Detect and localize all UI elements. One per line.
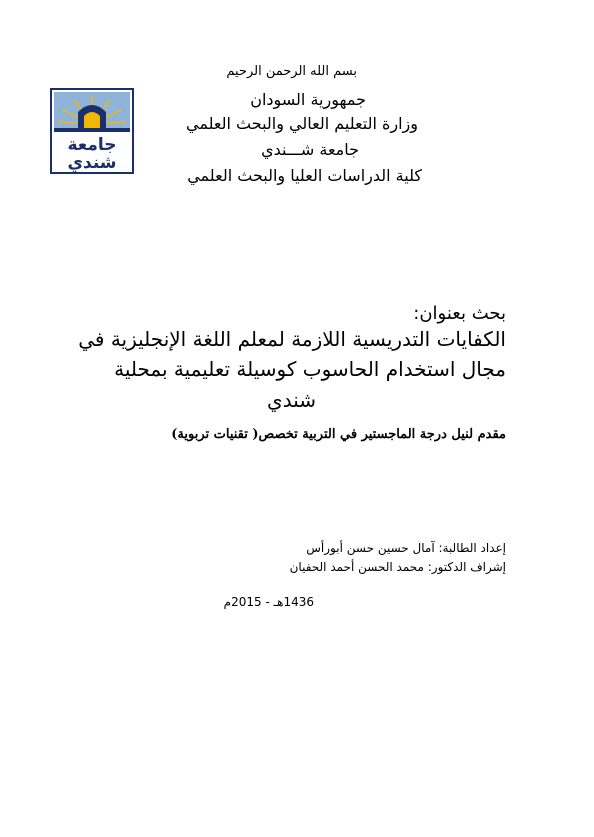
republic-name: جمهورية السودان [250, 90, 366, 109]
title-line-1: الكفايات التدريسية اللازمة لمعلم اللغة الإنجليزية في [78, 327, 506, 351]
university-logo [50, 88, 134, 174]
university-name: جامعة شـــندي [261, 140, 359, 159]
date: 1436هـ - 2015م [223, 595, 314, 609]
college-name: كلية الدراسات العليا والبحث العلمي [187, 166, 422, 185]
student-credit: إعداد الطالبة: آمال حسين حسن أبورأس [306, 541, 506, 555]
degree-statement: مقدم لنيل درجة الماجستير في التربية تخصص( تقنيات تربوية) [171, 427, 506, 442]
logo-text-top: جامعة [67, 135, 117, 155]
title-label: بحث بعنوان: [413, 303, 506, 324]
title-line-3: شندي [267, 388, 316, 412]
title-line-2: مجال استخدام الحاسوب كوسيلة تعليمية بمحلية [114, 357, 506, 381]
ministry-name: وزارة التعليم العالي والبحث العلمي [186, 114, 418, 133]
basmala: بسم الله الرحمن الرحيم [226, 64, 357, 79]
logo-text-bottom: شندي [67, 153, 117, 173]
supervisor-credit: إشراف الدكتور: محمد الحسن أحمد الحفيان [289, 560, 506, 574]
